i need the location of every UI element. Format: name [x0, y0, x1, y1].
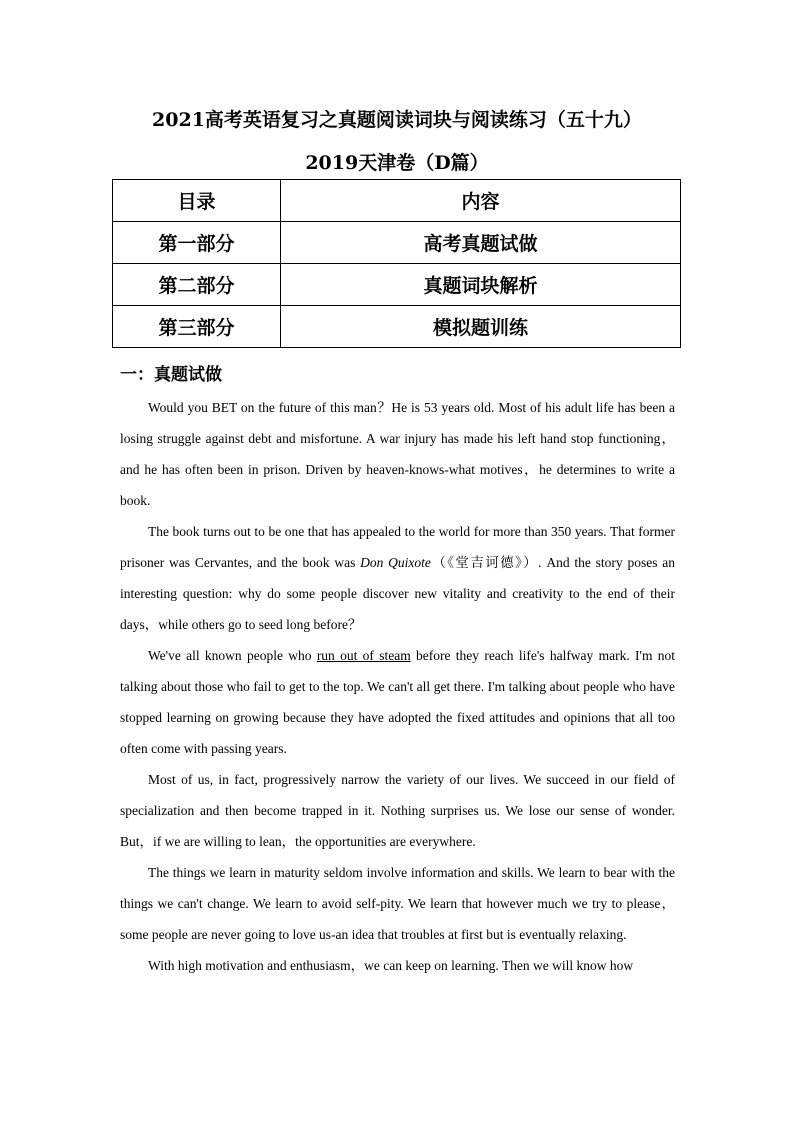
table-header-row: [113, 180, 681, 222]
table-row: [113, 306, 681, 348]
table-cell: 模拟题训练: [281, 306, 681, 348]
section-heading: 一：真题试做: [120, 365, 222, 385]
paragraph: Would you BET on the future of this man？He is 53 years old. Most of his adult life has been a losing struggle against debt and misfortune. A war injury has made his left hand stop functioning，and he has often been in prison. Driven by heaven-knows-what motives，he determines to write a book.: [120, 400, 675, 508]
paragraph-text: The book turns out to be one that has appealed to the world for more than 350 years. That former prisoner was Cervantes, and the book was: [120, 524, 675, 570]
paragraph-text: We've all known people who: [148, 648, 317, 663]
table-cell: 第一部分: [113, 222, 281, 264]
paragraph: Most of us, in fact, progressively narrow the variety of our lives. We succeed in our field of specialization and then become trapped in it. Nothing surprises us. We lose our sense of wonder. But，if we are willing to lean，the opportunities are everywhere.: [120, 772, 675, 849]
paragraph: [120, 516, 675, 640]
table-cell: 第二部分: [113, 264, 281, 306]
table-header-cell: 内容: [281, 180, 681, 222]
paragraph-text: before they reach life's halfway mark. I'm not talking about those who fail to get to the top. We can't all get there. I'm talking about people who have stopped learning on growing because they have adopted the fixed attitudes and opinions that all too often come with passing years.: [120, 648, 675, 756]
document-subtitle: 2019天津卷（D篇）: [305, 152, 489, 174]
table-cell: 高考真题试做: [281, 222, 681, 264]
table-cell: 第三部分: [113, 306, 281, 348]
table-row: [113, 264, 681, 306]
paragraph: With high motivation and enthusiasm，we can keep on learning. Then we will know how: [148, 958, 634, 973]
document-title: 2021高考英语复习之真题阅读词块与阅读练习（五十九）: [152, 109, 642, 131]
contents-table: [112, 179, 681, 348]
table-row: [113, 222, 681, 264]
paragraph-text: （《堂吉诃德》）. And the story poses an interesting question: why do some people discover new vitality and creativity to the end of their days，while others go to seed long before？: [120, 555, 675, 632]
book-title: Don Quixote: [360, 555, 431, 570]
paragraph: The things we learn in maturity seldom involve information and skills. We learn to bear with the things we can't change. We learn to avoid self-pity. We learn that however much we try to please，some people are never going to love us-an idea that troubles at first but is eventually relaxing.: [120, 865, 675, 942]
underlined-phrase: run out of steam: [316, 648, 411, 663]
paragraph: [120, 640, 675, 764]
table-header-cell: 目录: [113, 180, 281, 222]
table-cell: 真题词块解析: [281, 264, 681, 306]
passage: [120, 392, 675, 981]
